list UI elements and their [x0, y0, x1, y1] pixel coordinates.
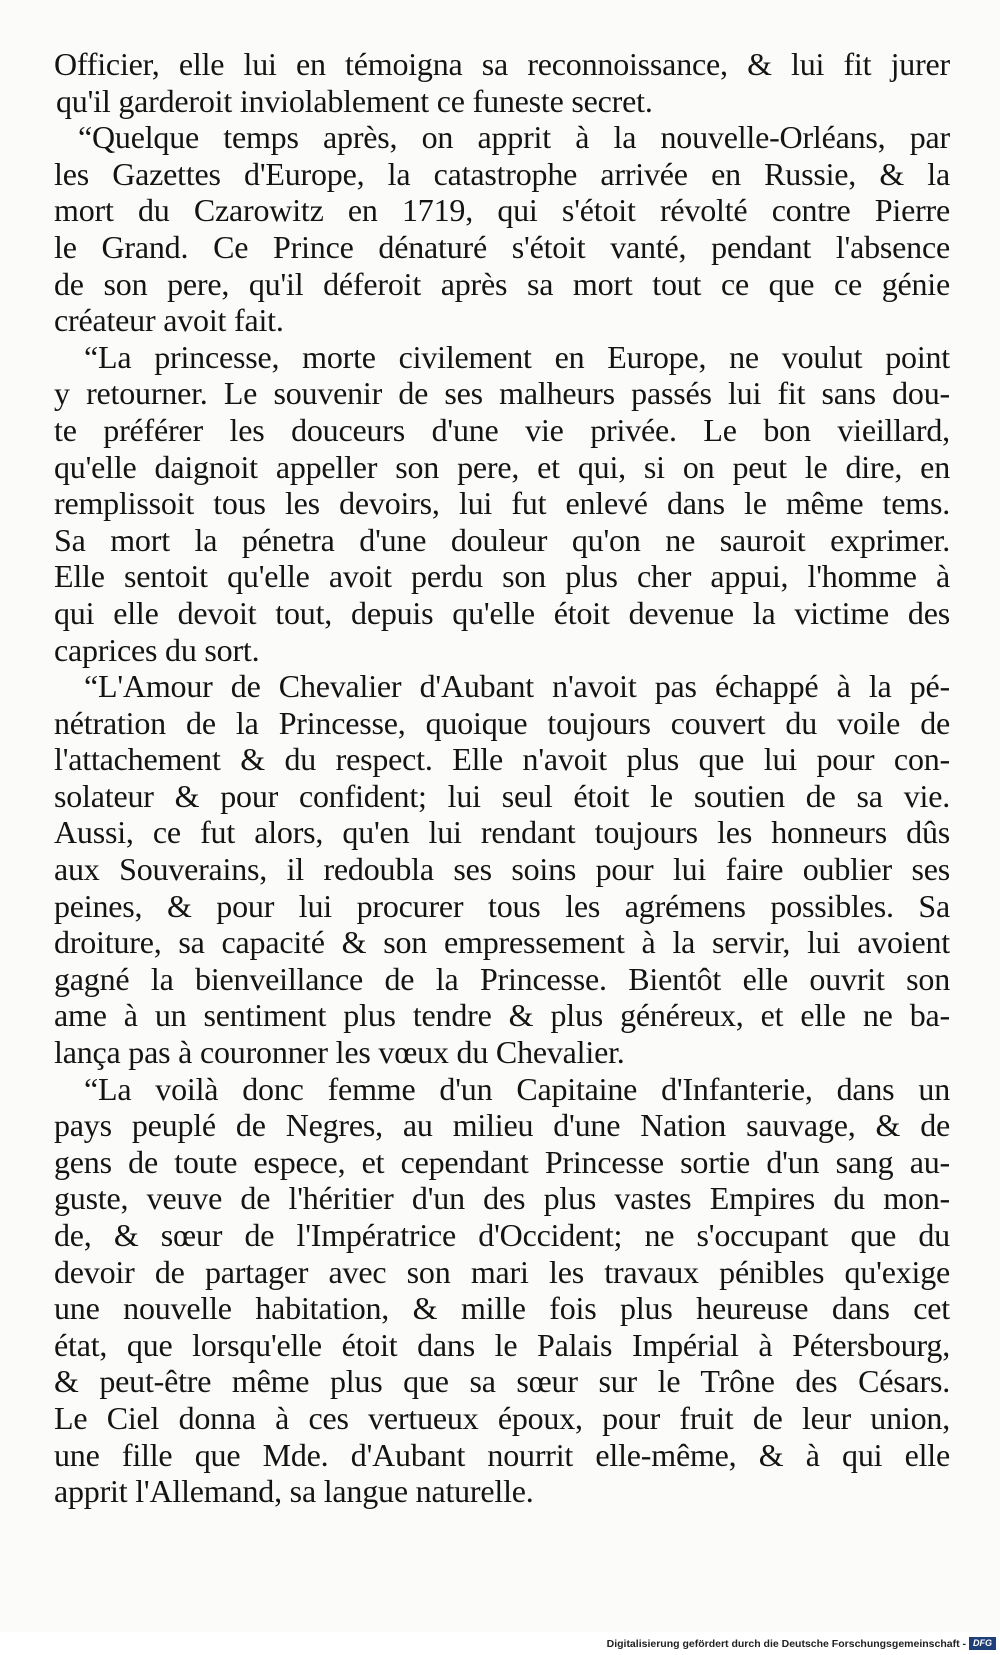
text-line: caprices du sort.: [54, 631, 260, 668]
text-line: gens de toute espece, et cependant Princesse sortie d'un sang au-: [54, 1143, 950, 1180]
text-line: “La princesse, morte civilement en Europe, ne voulut point: [84, 338, 950, 375]
text-line: Le Ciel donna à ces vertueux époux, pour fruit de leur union,: [54, 1399, 950, 1436]
text-line: ame à un sentiment plus tendre & plus généreux, et elle ne ba-: [54, 997, 950, 1034]
text-line: Elle sentoit qu'elle avoit perdu son plus cher appui, l'homme à: [54, 558, 950, 595]
text-line: droiture, sa capacité & son empressement à la servir, lui avoient: [54, 924, 950, 961]
text-line: de, & sœur de l'Impératrice d'Occident; ne s'occupant que du: [54, 1217, 950, 1253]
text-line: créateur avoit fait.: [54, 302, 284, 339]
text-line: pays peuplé de Negres, au milieu d'une Nation sauvage, & de: [54, 1107, 950, 1144]
text-line: une fille que Mde. d'Aubant nourrit elle-même, & à qui elle: [54, 1436, 950, 1473]
text-line: peines, & pour lui procurer tous les agrémens possibles. Sa: [54, 887, 950, 924]
text-line: les Gazettes d'Europe, la catastrophe arrivée en Russie, & la: [54, 155, 950, 192]
text-line: qui elle devoit tout, depuis qu'elle étoit devenue la victime des: [54, 594, 950, 631]
text-line: Aussi, ce fut alors, qu'en lui rendant toujours les honneurs dûs: [54, 814, 950, 851]
text-line: une nouvelle habitation, & mille fois plus heureuse dans cet: [54, 1290, 950, 1327]
digitization-footer: [0, 1632, 1000, 1655]
text-line: “La voilà donc femme d'un Capitaine d'Infanterie, dans un: [84, 1070, 950, 1107]
text-line: l'attachement & du respect. Elle n'avoit plus que lui pour con-: [54, 741, 950, 778]
text-line: aux Souverains, il redoubla ses soins pour lui faire oublier ses: [54, 851, 950, 888]
text-line: remplissoit tous les devoirs, lui fut enlevé dans le même tems.: [54, 485, 950, 522]
text-line: le Grand. Ce Prince dénaturé s'étoit vanté, pendant l'absence: [54, 228, 950, 265]
dfg-logo: DFG: [969, 1637, 996, 1650]
text-line: qu'il garderoit inviolablement ce funeste secret.: [56, 82, 653, 119]
text-line: lança pas à couronner les vœux du Chevalier.: [54, 1034, 625, 1071]
text-line: de son pere, qu'il déferoit après sa mort tout ce que ce génie: [54, 265, 950, 302]
text-line: “Quelque temps après, on apprit à la nouvelle-Orléans, par: [78, 119, 950, 156]
text-line: “L'Amour de Chevalier d'Aubant n'avoit pas échappé à la pé-: [84, 668, 950, 705]
text-line: Sa mort la pénetra d'une douleur qu'on ne sauroit exprimer.: [54, 521, 950, 558]
text-line: te préférer les douceurs d'une vie privée. Le bon vieillard,: [54, 411, 950, 448]
text-line: gagné la bienveillance de la Princesse. Bientôt elle ouvrit son: [54, 960, 950, 997]
text-line: y retourner. Le souvenir de ses malheurs passés lui fit sans dou-: [54, 375, 950, 412]
text-line: mort du Czarowitz en 1719, qui s'étoit révolté contre Pierre: [54, 192, 950, 229]
text-line: devoir de partager avec son mari les travaux pénibles qu'exige: [54, 1253, 950, 1290]
text-line: état, que lorsqu'elle étoit dans le Palais Impérial à Pétersbourg,: [54, 1326, 950, 1363]
text-line: Officier, elle lui en témoigna sa reconnoissance, & lui fit jurer: [54, 46, 950, 82]
text-line: solateur & pour confident; lui seul étoit le soutien de sa vie.: [54, 777, 950, 814]
text-line: guste, veuve de l'héritier d'un des plus vastes Empires du mon-: [54, 1180, 950, 1217]
text-line: apprit l'Allemand, sa langue naturelle.: [54, 1473, 534, 1510]
funding-credit: Digitalisierung gefördert durch die Deutsche Forschungsgemeinschaft -: [606, 1638, 966, 1650]
text-line: & peut-être même plus que sa sœur sur le Trône des Césars.: [54, 1363, 950, 1400]
text-line: nétration de la Princesse, quoique toujours couvert du voile de: [54, 704, 950, 741]
page-text: [54, 46, 950, 1510]
text-line: qu'elle daignoit appeller son pere, et qui, si on peut le dire, en: [54, 448, 950, 485]
